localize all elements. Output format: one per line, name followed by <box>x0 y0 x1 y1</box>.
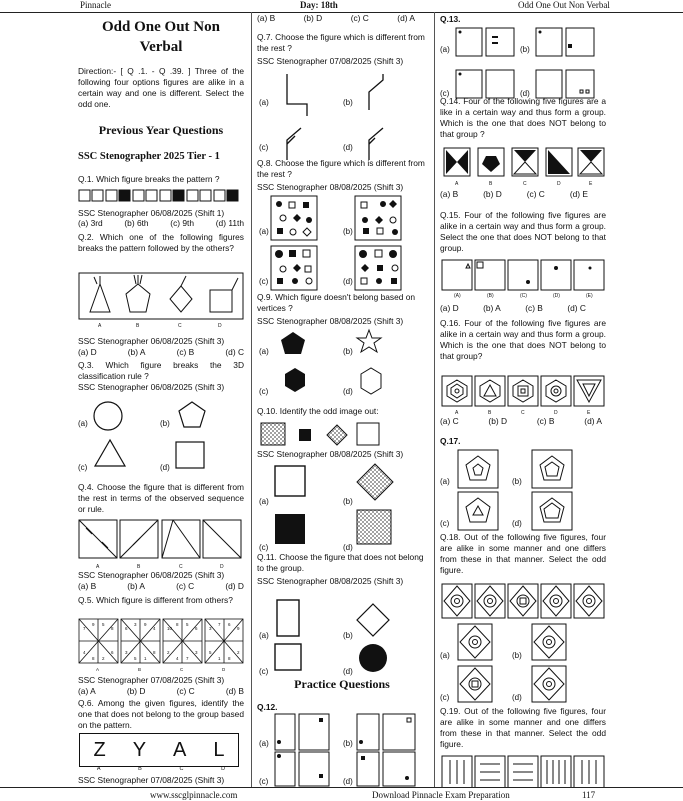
svg-text:A: A <box>455 410 459 416</box>
svg-text:6: 6 <box>125 626 128 631</box>
svg-text:C: C <box>180 667 184 672</box>
column-1 <box>78 12 244 787</box>
svg-text:5: 5 <box>134 656 137 661</box>
header-brand: Pinnacle <box>80 0 111 10</box>
q5-options <box>78 686 244 697</box>
question-8: Q.8. Choose the figure which is different from the rest ? <box>257 158 425 179</box>
q5-figure <box>78 618 244 672</box>
question-7: Q.7. Choose the figure which is different from the rest ? <box>257 32 425 53</box>
svg-text:A: A <box>96 564 100 570</box>
q9-source: SSC Stenographer 08/08/2025 (Shift 3) <box>257 316 404 326</box>
svg-text:(d): (d) <box>520 89 530 98</box>
q8-source: SSC Stenographer 08/08/2025 (Shift 3) <box>257 182 404 192</box>
q6-letter-labels <box>78 766 244 773</box>
q10-source: SSC Stenographer 08/08/2025 (Shift 3) <box>257 449 404 459</box>
question-19: Q.19. Out of the following five figures, four are alike in some manner and one differs from these in that manner. Select the odd figure. <box>440 706 606 749</box>
svg-text:(D): (D) <box>553 293 560 298</box>
option[interactable]: (a) A <box>78 686 96 696</box>
option[interactable]: (d) 11th <box>215 218 244 228</box>
svg-text:(a): (a) <box>259 98 269 107</box>
svg-text:3: 3 <box>134 622 137 627</box>
svg-text:4: 4 <box>153 626 156 631</box>
svg-text:(b): (b) <box>512 651 522 660</box>
svg-text:9: 9 <box>92 622 95 627</box>
option[interactable]: (c) C <box>176 686 195 696</box>
svg-text:(C): (C) <box>520 293 527 298</box>
q11-figure <box>257 588 427 678</box>
option[interactable]: (c) C <box>350 13 369 23</box>
page-number: 117 <box>582 790 596 800</box>
option[interactable]: (c) C <box>526 189 545 199</box>
option[interactable]: (a) 3rd <box>78 218 103 228</box>
q9-figure <box>257 328 427 408</box>
question-14: Q.14. Four of the following five figures are a like in a certain way and thus form a group. Which is the one that does NOT belong to that group ? <box>440 96 606 139</box>
q12-figure <box>257 712 427 787</box>
svg-text:5: 5 <box>209 650 212 655</box>
svg-text:E: E <box>587 410 591 416</box>
svg-text:A: A <box>455 181 459 187</box>
svg-text:(d): (d) <box>343 543 353 552</box>
option[interactable]: (b) D <box>488 416 508 426</box>
svg-text:D: D <box>218 323 222 329</box>
svg-text:4: 4 <box>176 656 179 661</box>
q18-figure <box>440 582 606 622</box>
svg-text:B: B <box>137 564 141 570</box>
svg-text:(d): (d) <box>343 143 353 152</box>
svg-text:8: 8 <box>176 622 179 627</box>
q1-figure <box>78 187 244 205</box>
option[interactable]: (b) D <box>483 189 502 199</box>
option[interactable]: (d) B <box>225 686 244 696</box>
letter: A <box>173 738 187 761</box>
svg-text:8: 8 <box>228 656 231 661</box>
letter: Z <box>93 738 106 761</box>
svg-text:7: 7 <box>83 626 86 631</box>
svg-text:(b): (b) <box>343 631 353 640</box>
svg-text:6: 6 <box>111 650 114 655</box>
direction-text: Direction:- [ Q .1. - Q .39. ] Three of the following four options figures are alike in a certain way and one is different. Select the odd one. <box>78 66 244 109</box>
option[interactable]: (b) A <box>127 581 145 591</box>
option[interactable]: (b) A <box>127 347 146 357</box>
svg-text:D: D <box>557 181 561 187</box>
column-divider <box>434 12 435 787</box>
page-title: Odd One Out Non <box>102 19 220 35</box>
svg-text:5: 5 <box>102 622 105 627</box>
svg-text:(c): (c) <box>440 693 450 702</box>
letter: Y <box>132 738 147 761</box>
svg-text:A: A <box>96 667 100 672</box>
label: B <box>138 766 142 772</box>
svg-text:(B): (B) <box>487 293 494 298</box>
footer-url[interactable]: www.sscglpinnacle.com <box>150 790 238 800</box>
q15-options <box>440 303 586 314</box>
svg-text:(b): (b) <box>343 739 353 748</box>
column-2 <box>257 12 427 787</box>
label: C <box>179 766 184 772</box>
option[interactable]: (c) B <box>525 303 543 313</box>
svg-text:(c): (c) <box>259 277 269 286</box>
q6-letter-box <box>79 733 239 767</box>
svg-text:(a): (a) <box>259 497 269 506</box>
question-1: Q.1. Which figure breaks the pattern ? <box>78 174 220 184</box>
svg-text:(d): (d) <box>512 519 522 528</box>
q19-figure <box>440 754 606 787</box>
svg-text:(c): (c) <box>259 667 269 676</box>
q13-figure <box>440 26 606 102</box>
question-10: Q.10. Identify the odd image out: <box>257 406 379 416</box>
option[interactable]: (b) D <box>303 13 323 23</box>
option[interactable]: (d) C <box>225 347 244 357</box>
option[interactable]: (b) D <box>126 686 146 696</box>
q3-source: SSC Stenographer 06/08/2025 (Shift 3) <box>78 382 225 392</box>
option[interactable]: (a) B <box>257 13 276 23</box>
q6-source: SSC Stenographer 07/08/2025 (Shift 3) <box>78 775 225 785</box>
q8-figure <box>257 194 427 294</box>
option[interactable]: (a) C <box>440 416 459 426</box>
svg-text:(d): (d) <box>160 463 170 472</box>
svg-text:6: 6 <box>228 622 231 627</box>
svg-text:(b): (b) <box>160 419 170 428</box>
svg-text:(c): (c) <box>259 777 269 786</box>
svg-text:2: 2 <box>237 650 240 655</box>
option[interactable]: (d) E <box>569 189 588 199</box>
page-title-line2: Verbal <box>139 39 183 55</box>
footer-promo: Download Pinnacle Exam Preparation <box>372 790 510 800</box>
svg-text:(c): (c) <box>440 89 450 98</box>
option[interactable]: (a) B <box>440 189 459 199</box>
svg-text:3: 3 <box>209 626 212 631</box>
option[interactable]: (b) A <box>483 303 501 313</box>
question-6: Q.6. Among the given figures, identify the one that does not belong to the group based on the pattern. <box>78 698 244 730</box>
question-5: Q.5. Which figure is different from others? <box>78 595 233 605</box>
q4-options <box>78 581 244 592</box>
svg-text:(a): (a) <box>440 45 450 54</box>
svg-text:(a): (a) <box>259 227 269 236</box>
q17-figure <box>440 448 606 532</box>
svg-text:8: 8 <box>153 650 156 655</box>
svg-text:(b): (b) <box>512 477 522 486</box>
option[interactable]: (c) C <box>176 581 195 591</box>
label: A <box>96 766 101 772</box>
question-11: Q.11. Choose the figure that does not belong to the group. <box>257 552 424 573</box>
svg-text:9: 9 <box>237 626 240 631</box>
q7-figure <box>257 70 427 162</box>
svg-text:(b): (b) <box>343 497 353 506</box>
svg-text:(a): (a) <box>259 631 269 640</box>
svg-text:3: 3 <box>125 650 128 655</box>
question-16: Q.16. Four of the following five figures are alike in a certain way and thus form a group. Which is the one that does NOT belong to that group? <box>440 318 606 361</box>
option[interactable]: (c) B <box>536 416 555 426</box>
svg-text:10: 10 <box>167 626 173 631</box>
svg-text:(b): (b) <box>520 45 530 54</box>
svg-text:(d): (d) <box>343 277 353 286</box>
svg-text:3: 3 <box>195 650 198 655</box>
svg-text:(b): (b) <box>343 98 353 107</box>
svg-text:(d): (d) <box>343 777 353 786</box>
svg-text:1: 1 <box>218 656 221 661</box>
svg-text:C: C <box>178 323 182 329</box>
page-footer <box>0 787 683 801</box>
q5-source: SSC Stenographer 07/08/2025 (Shift 3) <box>78 675 225 685</box>
svg-text:6: 6 <box>195 626 198 631</box>
svg-text:E: E <box>589 181 593 187</box>
svg-text:D: D <box>554 410 558 416</box>
svg-text:(b): (b) <box>343 347 353 356</box>
svg-text:(a): (a) <box>259 347 269 356</box>
svg-text:(c): (c) <box>78 463 88 472</box>
q10-options-figure <box>257 460 427 555</box>
svg-text:(E): (E) <box>586 293 593 298</box>
option[interactable]: (c) B <box>176 347 195 357</box>
svg-text:B: B <box>136 323 140 329</box>
header-topic: Odd One Out Non Verbal <box>518 0 610 10</box>
svg-text:7: 7 <box>218 622 221 627</box>
q14-options <box>440 189 588 200</box>
question-13: Q.13. <box>440 14 461 24</box>
question-2: Q.2. Which one of the following figures breaks the pattern followed by the others? <box>78 232 244 253</box>
header-day: Day: 18th <box>300 0 338 10</box>
column-divider <box>251 12 252 787</box>
q11-source: SSC Stenographer 08/08/2025 (Shift 3) <box>257 576 404 586</box>
svg-text:8: 8 <box>111 626 114 631</box>
question-15: Q.15. Four of the following five figures are alike in a certain way and thus form a group. Select the one that does NOT belong to that group. <box>440 210 606 253</box>
svg-text:(A): (A) <box>454 293 461 298</box>
q3-figure <box>78 396 244 478</box>
option[interactable]: (b) 6th <box>124 218 149 228</box>
svg-text:4: 4 <box>83 650 86 655</box>
q4-source: SSC Stenographer 06/08/2025 (Shift 3) <box>78 570 225 580</box>
svg-text:(a): (a) <box>78 419 88 428</box>
svg-text:(b): (b) <box>343 227 353 236</box>
svg-text:(c): (c) <box>259 387 269 396</box>
svg-text:7: 7 <box>186 656 189 661</box>
option[interactable]: (a) B <box>78 581 97 591</box>
q2-figure <box>78 272 244 330</box>
svg-text:(d): (d) <box>343 667 353 676</box>
q10-figure <box>257 419 427 447</box>
question-4: Q.4. Choose the figure that is different from the rest in terms of the observed sequence or rule. <box>78 482 244 514</box>
q16-options <box>440 416 602 427</box>
section-practice: Practice Questions <box>294 677 390 691</box>
svg-text:C: C <box>523 181 527 187</box>
option[interactable]: (c) 9th <box>170 218 195 228</box>
q15-figure <box>440 258 606 298</box>
svg-text:5: 5 <box>186 622 189 627</box>
option[interactable]: (d) D <box>225 581 244 591</box>
q1-options <box>78 218 244 229</box>
svg-text:(d): (d) <box>343 387 353 396</box>
label: D <box>221 766 226 772</box>
svg-text:1: 1 <box>144 656 147 661</box>
svg-text:8: 8 <box>92 656 95 661</box>
question-17: Q.17. <box>440 436 461 446</box>
svg-text:B: B <box>138 667 142 672</box>
q1-source: SSC Stenographer 06/08/2025 (Shift 1) <box>78 208 225 218</box>
svg-text:B: B <box>488 410 492 416</box>
question-9: Q.9. Which figure doesn't belong based on vertices ? <box>257 292 416 313</box>
svg-text:C: C <box>521 410 525 416</box>
q16-figure <box>440 374 606 416</box>
q14-figure <box>440 146 606 188</box>
q2-options <box>78 347 244 358</box>
svg-text:(a): (a) <box>440 651 450 660</box>
svg-text:(c): (c) <box>259 143 269 152</box>
q6-options <box>257 13 415 24</box>
option[interactable]: (d) A <box>397 13 415 23</box>
q7-source: SSC Stenographer 07/08/2025 (Shift 3) <box>257 56 404 66</box>
svg-text:(a): (a) <box>259 739 269 748</box>
svg-text:(d): (d) <box>512 693 522 702</box>
question-3: Q.3. Which figure breaks the 3D classification rule ? <box>78 360 244 381</box>
svg-text:(c): (c) <box>259 543 269 552</box>
svg-text:D: D <box>222 667 226 672</box>
exam-title: SSC Stenographer 2025 Tier - 1 <box>78 151 220 162</box>
option[interactable]: (d) A <box>584 416 602 426</box>
q18-options-figure <box>440 622 606 706</box>
option[interactable]: (d) C <box>567 303 586 313</box>
svg-text:A: A <box>98 323 102 329</box>
svg-text:C: C <box>179 564 183 570</box>
svg-text:2: 2 <box>167 650 170 655</box>
question-18: Q.18. Out of the following five figures, four are alike in some manner and one differs from these in that manner. Select the odd figure. <box>440 532 606 575</box>
letter: L <box>213 738 225 761</box>
option[interactable]: (a) D <box>78 347 97 357</box>
q4-figure <box>78 518 244 570</box>
column-3 <box>440 12 606 787</box>
svg-text:2: 2 <box>102 656 105 661</box>
svg-text:B: B <box>489 181 493 187</box>
question-12: Q.12. <box>257 702 278 712</box>
svg-text:(c): (c) <box>440 519 450 528</box>
q2-source: SSC Stenographer 06/08/2025 (Shift 3) <box>78 336 225 346</box>
option[interactable]: (a) D <box>440 303 459 313</box>
svg-text:D: D <box>220 564 224 570</box>
svg-text:9: 9 <box>144 622 147 627</box>
svg-text:(a): (a) <box>440 477 450 486</box>
section-pyq: Previous Year Questions <box>98 123 224 137</box>
